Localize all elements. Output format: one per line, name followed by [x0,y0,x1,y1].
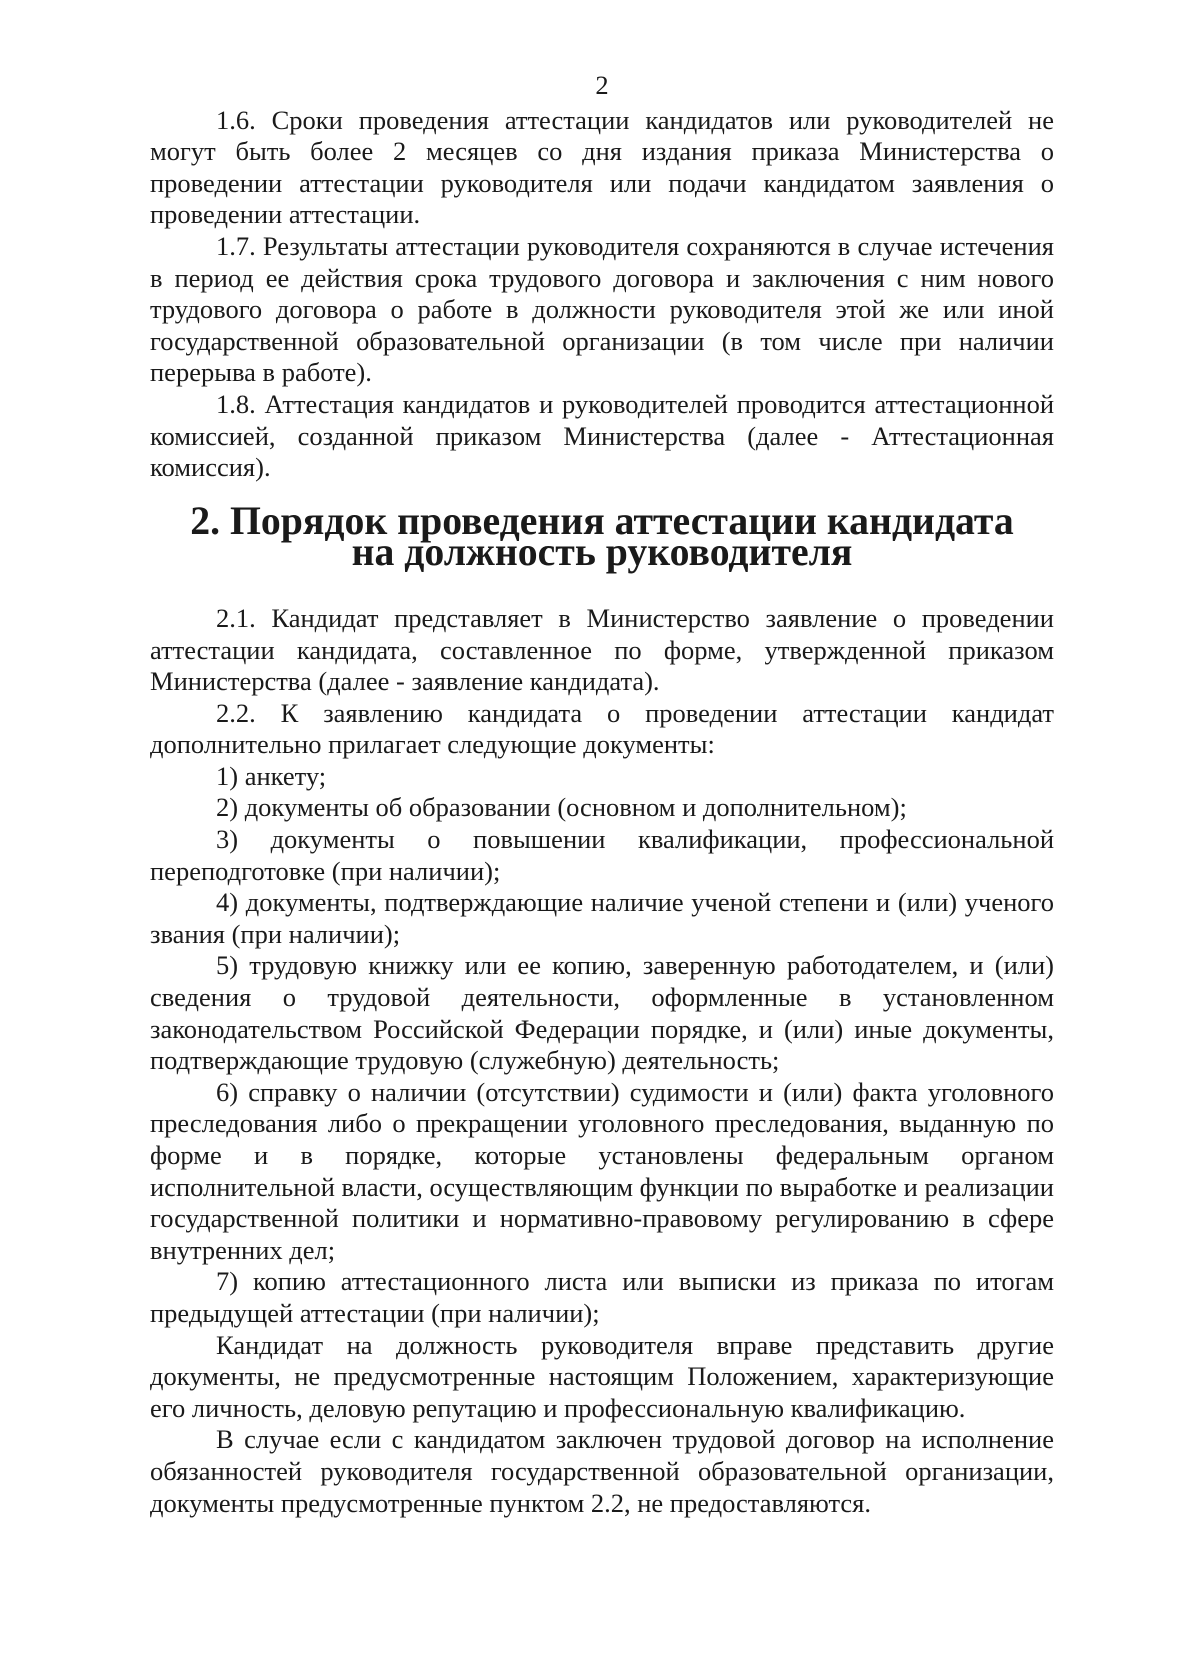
page-number: 2 [595,70,609,100]
paragraph-1-6: 1.6. Сроки проведения аттестации кандидатов или руководителей не могут быть более 2 месяцев со дня издания приказа Министерства о проведении аттестации руководителя или подачи кандидатом заявления о проведении аттестации. [150,104,1054,230]
paragraph-1-8: 1.8. Аттестация кандидатов и руководителей проводится аттестационной комиссией, созданной приказом Министерства (далее - Аттестационная комиссия). [150,388,1054,483]
paragraph-other-documents: Кандидат на должность руководителя вправе представить другие документы, не предусмотренные настоящим Положением, характеризующие его личность, деловую репутацию и профессиональную квалификацию. [150,1329,1054,1423]
section-2-body [150,603,1054,1519]
section-1-body [150,105,1054,484]
list-item-3: 3) документы о повышении квалификации, профессиональной переподготовке (при наличии); [150,824,1054,886]
list-item-4: 4) документы, подтверждающие наличие ученой степени и (или) ученого звания (при наличии); [150,887,1054,949]
list-item-5: 5) трудовую книжку или ее копию, заверенную работодателем, и (или) сведения о трудовой деятельности, оформленные в установленном законодательством Российской Федерации порядке, и (или) иные документы, подтверждающие трудовую (служебную) деятельность; [150,950,1054,1076]
section-2-heading: 2. Порядок проведения аттестации кандидата на должность руководителя [190,498,1014,575]
document-page [150,70,1054,1519]
paragraph-2-2: 2.2. К заявлению кандидата о проведении аттестации кандидат дополнительно прилагает следующие документы: [150,697,1054,760]
paragraph-exception: В случае если с кандидатом заключен трудовой договор на исполнение обязанностей руководителя государственной образовательной организации, документы предусмотренные пунктом 2.2, не предоставляются. [150,1424,1054,1518]
list-item-1: 1) анкету; [216,760,327,791]
paragraph-2-1: 2.1. Кандидат представляет в Министерство заявление о проведении аттестации кандидата, составленное по форме, утвержденной приказом Министерства (далее - заявление кандидата). [150,602,1054,697]
list-item-6: 6) справку о наличии (отсутствии) судимости и (или) факта уголовного преследования либо о прекращении уголовного преследования, выданную по форме и в порядке, которые установлены федеральным органом исполнительной власти, осуществляющим функции по выработке и реализации государственной политики и нормативно-правовому регулированию в сфере внутренних дел; [150,1076,1054,1265]
paragraph-1-7: 1.7. Результаты аттестации руководителя сохраняются в случае истечения в период ее действия срока трудового договора и заключения с ним нового трудового договора о работе в должности руководителя этой же или иной государственной образовательной организации (в том числе при наличии перерыва в работе). [150,230,1054,388]
list-item-7: 7) копию аттестационного листа или выписки из приказа по итогам предыдущей аттестации (при наличии); [150,1266,1054,1328]
list-item-2: 2) документы об образовании (основном и дополнительном); [216,792,907,823]
